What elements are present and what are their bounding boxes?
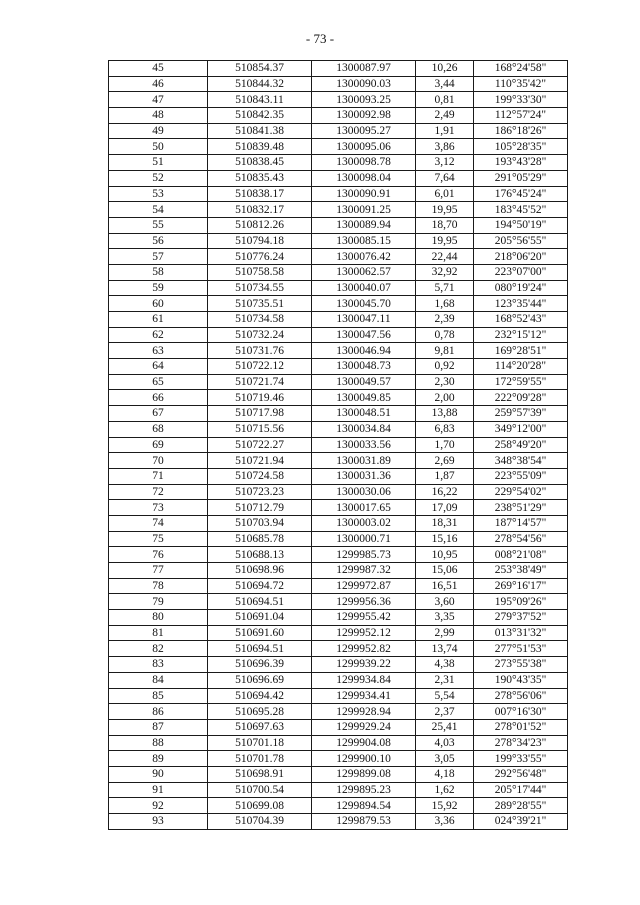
x-coordinate-cell: 510734.58	[208, 312, 312, 328]
y-coordinate-cell: 1300095.06	[312, 139, 416, 155]
x-coordinate-cell: 510724.58	[208, 468, 312, 484]
table-row	[109, 563, 568, 579]
x-coordinate-cell: 510694.51	[208, 641, 312, 657]
point-number-cell: 68	[109, 421, 208, 437]
point-number-cell: 72	[109, 484, 208, 500]
x-coordinate-cell: 510698.91	[208, 766, 312, 782]
x-coordinate-cell: 510715.56	[208, 421, 312, 437]
bearing-cell: 223°07'00"	[474, 264, 568, 280]
y-coordinate-cell: 1300048.73	[312, 359, 416, 375]
distance-cell: 1,70	[416, 437, 474, 453]
distance-cell: 3,05	[416, 751, 474, 767]
y-coordinate-cell: 1300031.36	[312, 468, 416, 484]
y-coordinate-cell: 1300087.97	[312, 61, 416, 77]
y-coordinate-cell: 1299900.10	[312, 751, 416, 767]
point-number-cell: 65	[109, 374, 208, 390]
distance-cell: 18,70	[416, 217, 474, 233]
y-coordinate-cell: 1300049.85	[312, 390, 416, 406]
x-coordinate-cell: 510812.26	[208, 217, 312, 233]
bearing-cell: 291°05'29"	[474, 170, 568, 186]
table-row	[109, 123, 568, 139]
y-coordinate-cell: 1300033.56	[312, 437, 416, 453]
distance-cell: 7,64	[416, 170, 474, 186]
point-number-cell: 51	[109, 155, 208, 171]
point-number-cell: 49	[109, 123, 208, 139]
point-number-cell: 88	[109, 735, 208, 751]
table-row	[109, 406, 568, 422]
table-row	[109, 202, 568, 218]
distance-cell: 13,88	[416, 406, 474, 422]
distance-cell: 32,92	[416, 264, 474, 280]
bearing-cell: 238°51'29"	[474, 500, 568, 516]
table-row	[109, 343, 568, 359]
distance-cell: 3,44	[416, 76, 474, 92]
point-number-cell: 69	[109, 437, 208, 453]
bearing-cell: 278°01'52"	[474, 719, 568, 735]
table-row	[109, 484, 568, 500]
y-coordinate-cell: 1299985.73	[312, 547, 416, 563]
distance-cell: 15,06	[416, 563, 474, 579]
bearing-cell: 278°54'56"	[474, 531, 568, 547]
point-number-cell: 89	[109, 751, 208, 767]
x-coordinate-cell: 510696.69	[208, 672, 312, 688]
table-row	[109, 468, 568, 484]
table-row	[109, 547, 568, 563]
distance-cell: 4,38	[416, 657, 474, 673]
bearing-cell: 205°56'55"	[474, 233, 568, 249]
y-coordinate-cell: 1300030.06	[312, 484, 416, 500]
table-row	[109, 735, 568, 751]
distance-cell: 17,09	[416, 500, 474, 516]
distance-cell: 5,54	[416, 688, 474, 704]
x-coordinate-cell: 510694.51	[208, 594, 312, 610]
y-coordinate-cell: 1300098.78	[312, 155, 416, 171]
table-row	[109, 688, 568, 704]
point-number-cell: 91	[109, 782, 208, 798]
distance-cell: 16,51	[416, 578, 474, 594]
point-number-cell: 84	[109, 672, 208, 688]
distance-cell: 15,92	[416, 798, 474, 814]
distance-cell: 2,99	[416, 625, 474, 641]
distance-cell: 6,83	[416, 421, 474, 437]
distance-cell: 13,74	[416, 641, 474, 657]
distance-cell: 19,95	[416, 233, 474, 249]
x-coordinate-cell: 510712.79	[208, 500, 312, 516]
distance-cell: 25,41	[416, 719, 474, 735]
x-coordinate-cell: 510695.28	[208, 704, 312, 720]
point-number-cell: 74	[109, 515, 208, 531]
y-coordinate-cell: 1300003.02	[312, 515, 416, 531]
bearing-cell: 183°45'52"	[474, 202, 568, 218]
distance-cell: 4,18	[416, 766, 474, 782]
bearing-cell: 190°43'35"	[474, 672, 568, 688]
bearing-cell: 007°16'30"	[474, 704, 568, 720]
bearing-cell: 349°12'00"	[474, 421, 568, 437]
point-number-cell: 45	[109, 61, 208, 77]
table-row	[109, 186, 568, 202]
bearing-cell: 176°45'24"	[474, 186, 568, 202]
distance-cell: 10,26	[416, 61, 474, 77]
bearing-cell: 169°28'51"	[474, 343, 568, 359]
table-row	[109, 531, 568, 547]
point-number-cell: 62	[109, 327, 208, 343]
point-number-cell: 82	[109, 641, 208, 657]
bearing-cell: 277°51'53"	[474, 641, 568, 657]
x-coordinate-cell: 510696.39	[208, 657, 312, 673]
point-number-cell: 47	[109, 92, 208, 108]
x-coordinate-cell: 510694.42	[208, 688, 312, 704]
point-number-cell: 52	[109, 170, 208, 186]
bearing-cell: 259°57'39"	[474, 406, 568, 422]
bearing-cell: 024°39'21"	[474, 814, 568, 830]
x-coordinate-cell: 510703.94	[208, 515, 312, 531]
y-coordinate-cell: 1299929.24	[312, 719, 416, 735]
point-number-cell: 59	[109, 280, 208, 296]
table-row	[109, 280, 568, 296]
distance-cell: 2,37	[416, 704, 474, 720]
distance-cell: 1,87	[416, 468, 474, 484]
bearing-cell: 273°55'38"	[474, 657, 568, 673]
y-coordinate-cell: 1300046.94	[312, 343, 416, 359]
distance-cell: 2,69	[416, 453, 474, 469]
distance-cell: 0,92	[416, 359, 474, 375]
x-coordinate-cell: 510685.78	[208, 531, 312, 547]
point-number-cell: 57	[109, 249, 208, 265]
point-number-cell: 79	[109, 594, 208, 610]
table-row	[109, 76, 568, 92]
table-row	[109, 672, 568, 688]
point-number-cell: 73	[109, 500, 208, 516]
distance-cell: 0,78	[416, 327, 474, 343]
y-coordinate-cell: 1300098.04	[312, 170, 416, 186]
x-coordinate-cell: 510699.08	[208, 798, 312, 814]
point-number-cell: 77	[109, 563, 208, 579]
y-coordinate-cell: 1300062.57	[312, 264, 416, 280]
y-coordinate-cell: 1300092.98	[312, 108, 416, 124]
point-number-cell: 86	[109, 704, 208, 720]
table-row	[109, 798, 568, 814]
x-coordinate-cell: 510841.38	[208, 123, 312, 139]
x-coordinate-cell: 510842.35	[208, 108, 312, 124]
table-row	[109, 390, 568, 406]
bearing-cell: 193°43'28"	[474, 155, 568, 171]
y-coordinate-cell: 1299934.84	[312, 672, 416, 688]
distance-cell: 10,95	[416, 547, 474, 563]
x-coordinate-cell: 510731.76	[208, 343, 312, 359]
x-coordinate-cell: 510721.94	[208, 453, 312, 469]
bearing-cell: 194°50'19"	[474, 217, 568, 233]
bearing-cell: 348°38'54"	[474, 453, 568, 469]
x-coordinate-cell: 510721.74	[208, 374, 312, 390]
bearing-cell: 199°33'55"	[474, 751, 568, 767]
table-row	[109, 92, 568, 108]
x-coordinate-cell: 510832.17	[208, 202, 312, 218]
x-coordinate-cell: 510734.55	[208, 280, 312, 296]
bearing-cell: 269°16'17"	[474, 578, 568, 594]
table-row	[109, 233, 568, 249]
distance-cell: 9,81	[416, 343, 474, 359]
distance-cell: 2,49	[416, 108, 474, 124]
distance-cell: 22,44	[416, 249, 474, 265]
distance-cell: 2,39	[416, 312, 474, 328]
bearing-cell: 008°21'08"	[474, 547, 568, 563]
point-number-cell: 85	[109, 688, 208, 704]
bearing-cell: 186°18'26"	[474, 123, 568, 139]
distance-cell: 2,00	[416, 390, 474, 406]
bearing-cell: 289°28'55"	[474, 798, 568, 814]
point-number-cell: 93	[109, 814, 208, 830]
y-coordinate-cell: 1299934.41	[312, 688, 416, 704]
table-row	[109, 437, 568, 453]
x-coordinate-cell: 510732.24	[208, 327, 312, 343]
table-row	[109, 515, 568, 531]
distance-cell: 3,12	[416, 155, 474, 171]
bearing-cell: 278°56'06"	[474, 688, 568, 704]
x-coordinate-cell: 510722.27	[208, 437, 312, 453]
coordinates-table	[108, 60, 568, 830]
bearing-cell: 199°33'30"	[474, 92, 568, 108]
y-coordinate-cell: 1299987.32	[312, 563, 416, 579]
x-coordinate-cell: 510838.45	[208, 155, 312, 171]
table-row	[109, 578, 568, 594]
table-row	[109, 155, 568, 171]
y-coordinate-cell: 1300085.15	[312, 233, 416, 249]
bearing-cell: 168°24'58"	[474, 61, 568, 77]
y-coordinate-cell: 1299879.53	[312, 814, 416, 830]
point-number-cell: 61	[109, 312, 208, 328]
point-number-cell: 92	[109, 798, 208, 814]
table-row	[109, 359, 568, 375]
distance-cell: 3,36	[416, 814, 474, 830]
y-coordinate-cell: 1299928.94	[312, 704, 416, 720]
bearing-cell: 278°34'23"	[474, 735, 568, 751]
table-row	[109, 296, 568, 312]
y-coordinate-cell: 1299952.12	[312, 625, 416, 641]
point-number-cell: 64	[109, 359, 208, 375]
distance-cell: 5,71	[416, 280, 474, 296]
bearing-cell: 258°49'20"	[474, 437, 568, 453]
y-coordinate-cell: 1300090.91	[312, 186, 416, 202]
distance-cell: 3,35	[416, 610, 474, 626]
table-row	[109, 327, 568, 343]
bearing-cell: 105°28'35"	[474, 139, 568, 155]
x-coordinate-cell: 510794.18	[208, 233, 312, 249]
distance-cell: 6,01	[416, 186, 474, 202]
y-coordinate-cell: 1300049.57	[312, 374, 416, 390]
bearing-cell: 110°35'42"	[474, 76, 568, 92]
x-coordinate-cell: 510838.17	[208, 186, 312, 202]
y-coordinate-cell: 1299895.23	[312, 782, 416, 798]
x-coordinate-cell: 510694.72	[208, 578, 312, 594]
y-coordinate-cell: 1300045.70	[312, 296, 416, 312]
x-coordinate-cell: 510697.63	[208, 719, 312, 735]
x-coordinate-cell: 510704.39	[208, 814, 312, 830]
distance-cell: 16,22	[416, 484, 474, 500]
distance-cell: 2,31	[416, 672, 474, 688]
table-row	[109, 782, 568, 798]
x-coordinate-cell: 510719.46	[208, 390, 312, 406]
distance-cell: 2,30	[416, 374, 474, 390]
x-coordinate-cell: 510758.58	[208, 264, 312, 280]
distance-cell: 19,95	[416, 202, 474, 218]
point-number-cell: 46	[109, 76, 208, 92]
point-number-cell: 58	[109, 264, 208, 280]
distance-cell: 3,60	[416, 594, 474, 610]
bearing-cell: 205°17'44"	[474, 782, 568, 798]
x-coordinate-cell: 510723.23	[208, 484, 312, 500]
table-row	[109, 814, 568, 830]
bearing-cell: 172°59'55"	[474, 374, 568, 390]
bearing-cell: 218°06'20"	[474, 249, 568, 265]
x-coordinate-cell: 510717.98	[208, 406, 312, 422]
table-row	[109, 500, 568, 516]
point-number-cell: 80	[109, 610, 208, 626]
y-coordinate-cell: 1300000.71	[312, 531, 416, 547]
x-coordinate-cell: 510839.48	[208, 139, 312, 155]
y-coordinate-cell: 1299955.42	[312, 610, 416, 626]
x-coordinate-cell: 510701.78	[208, 751, 312, 767]
x-coordinate-cell: 510688.13	[208, 547, 312, 563]
x-coordinate-cell: 510844.32	[208, 76, 312, 92]
bearing-cell: 112°57'24"	[474, 108, 568, 124]
y-coordinate-cell: 1300048.51	[312, 406, 416, 422]
point-number-cell: 70	[109, 453, 208, 469]
y-coordinate-cell: 1300047.11	[312, 312, 416, 328]
y-coordinate-cell: 1300034.84	[312, 421, 416, 437]
y-coordinate-cell: 1299956.36	[312, 594, 416, 610]
y-coordinate-cell: 1300047.56	[312, 327, 416, 343]
bearing-cell: 080°19'24"	[474, 280, 568, 296]
x-coordinate-cell: 510735.51	[208, 296, 312, 312]
table-row	[109, 264, 568, 280]
point-number-cell: 56	[109, 233, 208, 249]
table-row	[109, 170, 568, 186]
bearing-cell: 168°52'43"	[474, 312, 568, 328]
x-coordinate-cell: 510701.18	[208, 735, 312, 751]
x-coordinate-cell: 510835.43	[208, 170, 312, 186]
point-number-cell: 76	[109, 547, 208, 563]
y-coordinate-cell: 1299894.54	[312, 798, 416, 814]
table-row	[109, 719, 568, 735]
x-coordinate-cell: 510698.96	[208, 563, 312, 579]
y-coordinate-cell: 1299972.87	[312, 578, 416, 594]
y-coordinate-cell: 1300040.07	[312, 280, 416, 296]
y-coordinate-cell: 1300089.94	[312, 217, 416, 233]
table-row	[109, 625, 568, 641]
x-coordinate-cell: 510691.60	[208, 625, 312, 641]
point-number-cell: 75	[109, 531, 208, 547]
distance-cell: 3,86	[416, 139, 474, 155]
bearing-cell: 279°37'52"	[474, 610, 568, 626]
y-coordinate-cell: 1300095.27	[312, 123, 416, 139]
bearing-cell: 195°09'26"	[474, 594, 568, 610]
page-number: - 73 -	[305, 31, 335, 46]
y-coordinate-cell: 1300093.25	[312, 92, 416, 108]
distance-cell: 1,62	[416, 782, 474, 798]
point-number-cell: 63	[109, 343, 208, 359]
point-number-cell: 83	[109, 657, 208, 673]
distance-cell: 4,03	[416, 735, 474, 751]
x-coordinate-cell: 510854.37	[208, 61, 312, 77]
table-row	[109, 704, 568, 720]
y-coordinate-cell: 1299939.22	[312, 657, 416, 673]
bearing-cell: 232°15'12"	[474, 327, 568, 343]
x-coordinate-cell: 510722.12	[208, 359, 312, 375]
bearing-cell: 253°38'49"	[474, 563, 568, 579]
point-number-cell: 81	[109, 625, 208, 641]
point-number-cell: 66	[109, 390, 208, 406]
point-number-cell: 48	[109, 108, 208, 124]
y-coordinate-cell: 1300017.65	[312, 500, 416, 516]
point-number-cell: 71	[109, 468, 208, 484]
point-number-cell: 50	[109, 139, 208, 155]
table-row	[109, 217, 568, 233]
bearing-cell: 114°20'28"	[474, 359, 568, 375]
table-row	[109, 108, 568, 124]
table-row	[109, 751, 568, 767]
bearing-cell: 123°35'44"	[474, 296, 568, 312]
x-coordinate-cell: 510700.54	[208, 782, 312, 798]
bearing-cell: 229°54'02"	[474, 484, 568, 500]
point-number-cell: 90	[109, 766, 208, 782]
y-coordinate-cell: 1299904.08	[312, 735, 416, 751]
y-coordinate-cell: 1299899.08	[312, 766, 416, 782]
point-number-cell: 67	[109, 406, 208, 422]
table-row	[109, 641, 568, 657]
coordinates-table-body	[109, 61, 568, 830]
y-coordinate-cell: 1300090.03	[312, 76, 416, 92]
table-row	[109, 421, 568, 437]
bearing-cell: 292°56'48"	[474, 766, 568, 782]
point-number-cell: 78	[109, 578, 208, 594]
x-coordinate-cell: 510691.04	[208, 610, 312, 626]
table-row	[109, 374, 568, 390]
distance-cell: 1,91	[416, 123, 474, 139]
x-coordinate-cell: 510843.11	[208, 92, 312, 108]
distance-cell: 15,16	[416, 531, 474, 547]
table-row	[109, 453, 568, 469]
y-coordinate-cell: 1300076.42	[312, 249, 416, 265]
table-row	[109, 249, 568, 265]
table-row	[109, 139, 568, 155]
x-coordinate-cell: 510776.24	[208, 249, 312, 265]
point-number-cell: 55	[109, 217, 208, 233]
point-number-cell: 53	[109, 186, 208, 202]
distance-cell: 0,81	[416, 92, 474, 108]
table-row	[109, 657, 568, 673]
y-coordinate-cell: 1299952.82	[312, 641, 416, 657]
table-row	[109, 610, 568, 626]
table-row	[109, 312, 568, 328]
y-coordinate-cell: 1300031.89	[312, 453, 416, 469]
bearing-cell: 013°31'32"	[474, 625, 568, 641]
distance-cell: 1,68	[416, 296, 474, 312]
y-coordinate-cell: 1300091.25	[312, 202, 416, 218]
point-number-cell: 54	[109, 202, 208, 218]
table-row	[109, 61, 568, 77]
table-row	[109, 594, 568, 610]
table-row	[109, 766, 568, 782]
bearing-cell: 223°55'09"	[474, 468, 568, 484]
point-number-cell: 60	[109, 296, 208, 312]
point-number-cell: 87	[109, 719, 208, 735]
bearing-cell: 222°09'28"	[474, 390, 568, 406]
bearing-cell: 187°14'57"	[474, 515, 568, 531]
distance-cell: 18,31	[416, 515, 474, 531]
